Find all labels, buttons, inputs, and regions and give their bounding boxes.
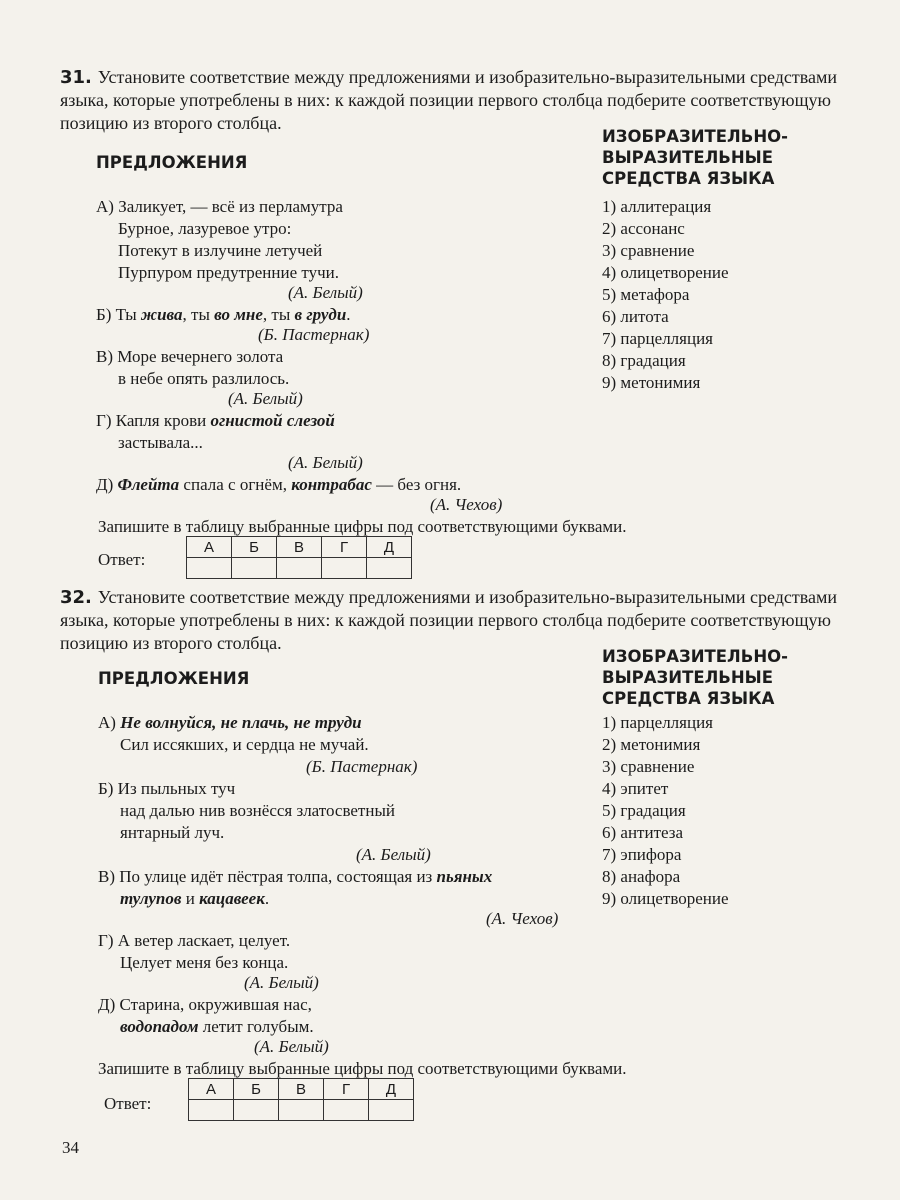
t31-col-g: Г [322, 537, 367, 558]
task-32-instruction: 32. Установите соответствие между предложениями и изобразительно-выразительными средствами языка, которые употреблены в них: к каждой позиции первого столбца подберите соответствующую позицию из второго столбца. [60, 587, 838, 653]
t32-sentence-d-line2: водопадом летит голубым. [120, 1017, 314, 1036]
t32-answer-cell-d[interactable] [369, 1100, 414, 1121]
t32-sentence-g-line1: Г) А ветер ласкает, целует. [98, 931, 291, 950]
t31-sentence-b-author: (Б. Пастернак) [258, 325, 370, 344]
t32-sentence-v-line1: В) По улице идёт пёстрая толпа, состоящая из пьяных [98, 867, 493, 886]
t31-sentence-a-line3: Потекут в излучине летучей [118, 241, 323, 260]
t31-sentence-a-line1: А) Заликует, — всё из перламутра [96, 197, 343, 216]
t31-answer-cell-d[interactable] [367, 558, 412, 579]
t31-option-8: 8) градация [602, 351, 686, 370]
t31-option-9: 9) метонимия [602, 373, 701, 392]
t32-option-7: 7) эпифора [602, 845, 682, 864]
t31-option-2: 2) ассонанс [602, 219, 685, 238]
t32-col-d: Д [369, 1079, 414, 1100]
t31-option-7: 7) парцелляция [602, 329, 713, 348]
t31-sentence-v-author: (А. Белый) [228, 389, 303, 408]
t31-sentence-v-line1: В) Море вечернего золота [96, 347, 284, 366]
t32-col-b: Б [234, 1079, 279, 1100]
t32-option-5: 5) градация [602, 801, 686, 820]
t32-sentence-a-line1: А) Не волнуйся, не плачь, не труди [98, 713, 362, 732]
t31-option-6: 6) литота [602, 307, 669, 326]
t31-answer-label: Ответ: [98, 550, 146, 569]
t32-sentence-d-line1: Д) Старина, окружившая нас, [98, 995, 312, 1014]
t32-col-g: Г [324, 1079, 369, 1100]
task-31-left-title: ПРЕДЛОЖЕНИЯ [96, 153, 248, 172]
t32-option-6: 6) антитеза [602, 823, 684, 842]
t32-sentence-d-author: (А. Белый) [254, 1037, 329, 1056]
t32-sentence-a-line2: Сил иссякших, и сердца не мучай. [120, 735, 369, 754]
t31-write-instruction: Запишите в таблицу выбранные цифры под соответствующими буквами. [98, 517, 627, 536]
t31-sentence-v-line2: в небе опять разлилось. [118, 369, 290, 388]
t31-option-1: 1) аллитерация [602, 197, 712, 216]
t32-option-4: 4) эпитет [602, 779, 669, 798]
t31-sentence-g-line2: застывала... [118, 433, 203, 452]
t32-option-2: 2) метонимия [602, 735, 701, 754]
t31-answer-cell-g[interactable] [322, 558, 367, 579]
t32-answer-cell-v[interactable] [279, 1100, 324, 1121]
t32-sentence-g-line2: Целует меня без конца. [120, 953, 289, 972]
t32-sentence-v-author: (А. Чехов) [486, 909, 559, 928]
t32-option-3: 3) сравнение [602, 757, 695, 776]
t32-option-1: 1) парцелляция [602, 713, 713, 732]
t31-option-4: 4) олицетворение [602, 263, 729, 282]
t31-answer-cell-a[interactable] [187, 558, 232, 579]
t32-sentence-g-author: (А. Белый) [244, 973, 319, 992]
t32-answer-cell-a[interactable] [189, 1100, 234, 1121]
t31-answer-table [186, 536, 412, 579]
t32-sentence-b-line3: янтарный луч. [120, 823, 225, 842]
t31-option-5: 5) метафора [602, 285, 690, 304]
t32-sentence-b-line1: Б) Из пыльных туч [98, 779, 236, 798]
task-31-instruction: 31. Установите соответствие между предложениями и изобразительно-выразительными средствами языка, которые употреблены в них: к каждой позиции первого столбца подберите соответствующую позицию из второго столбца. [60, 67, 838, 133]
t32-answer-label: Ответ: [104, 1094, 152, 1113]
t31-option-3: 3) сравнение [602, 241, 695, 260]
t31-answer-cell-b[interactable] [232, 558, 277, 579]
t32-option-9: 9) олицетворение [602, 889, 729, 908]
t31-sentence-a-line4: Пурпуром предутренние тучи. [118, 263, 339, 282]
t31-sentence-d-author: (А. Чехов) [430, 495, 503, 514]
t31-answer-cell-v[interactable] [277, 558, 322, 579]
t32-answer-cell-g[interactable] [324, 1100, 369, 1121]
t32-answer-table [188, 1078, 414, 1121]
t32-sentence-v-line2: тулупов и кацавеек. [120, 889, 270, 908]
t32-answer-cell-b[interactable] [234, 1100, 279, 1121]
t31-sentence-a-author: (А. Белый) [288, 283, 363, 302]
t31-sentence-g-line1: Г) Капля крови огнистой слезой [96, 411, 335, 430]
t31-sentence-b: Б) Ты жива, ты во мне, ты в груди. [96, 305, 351, 324]
task-32-right-title: ИЗОБРАЗИТЕЛЬНО-ВЫРАЗИТЕЛЬНЫЕ СРЕДСТВА ЯЗЫКА [602, 647, 789, 708]
t31-col-v: В [277, 537, 322, 558]
t31-col-b: Б [232, 537, 277, 558]
t32-sentence-b-author: (А. Белый) [356, 845, 431, 864]
t31-sentence-a-line2: Бурное, лазуревое утро: [118, 219, 292, 238]
t32-sentence-b-line2: над далью нив вознёсся златосветный [120, 801, 395, 820]
task-31-right-title: ИЗОБРАЗИТЕЛЬНО-ВЫРАЗИТЕЛЬНЫЕ СРЕДСТВА ЯЗЫКА [602, 127, 789, 188]
t32-write-instruction: Запишите в таблицу выбранные цифры под соответствующими буквами. [98, 1059, 627, 1078]
t31-col-a: А [187, 537, 232, 558]
t32-sentence-a-author: (Б. Пастернак) [306, 757, 418, 776]
t32-col-v: В [279, 1079, 324, 1100]
task-32-number: 32. [60, 587, 92, 608]
t31-sentence-g-author: (А. Белый) [288, 453, 363, 472]
t31-col-d: Д [367, 537, 412, 558]
t31-sentence-d: Д) Флейта спала с огнём, контрабас — без огня. [96, 475, 462, 494]
t32-col-a: А [189, 1079, 234, 1100]
page-number: 34 [62, 1138, 79, 1157]
task-32-left-title: ПРЕДЛОЖЕНИЯ [98, 669, 250, 688]
task-31-number: 31. [60, 67, 92, 88]
t32-option-8: 8) анафора [602, 867, 681, 886]
